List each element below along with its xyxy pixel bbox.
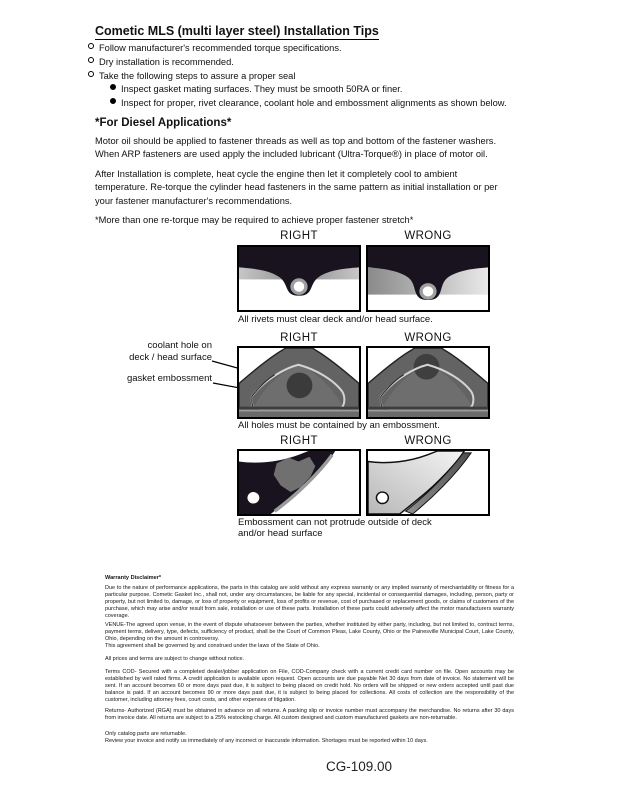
- legal-text: Only catalog parts are returnable.: [105, 731, 187, 737]
- callout-text: gasket embossment: [126, 373, 212, 384]
- callout-coolant-label: [100, 340, 212, 363]
- open-bullet-icon: [88, 57, 94, 63]
- embossment-wrong-illustration: [368, 348, 488, 417]
- rivet-wrong-illustration: [368, 247, 488, 310]
- diesel-paragraph-oil: Motor oil should be applied to fastener threads as well as top and bottom of the fastener washers. When ARP fasteners are used apply the included lubricant (Ultra-Torque®) in place of motor oil.: [95, 136, 497, 160]
- wrong-column-label: WRONG: [404, 230, 452, 242]
- protrude-wrong-diagram: [366, 449, 490, 516]
- callout-gasket-label: [100, 373, 212, 385]
- open-bullet-icon: [88, 43, 94, 49]
- embossment-wrong-diagram: [366, 346, 490, 419]
- wrong-column-label: WRONG: [404, 332, 452, 344]
- embossment-right-diagram: [237, 346, 361, 419]
- callout-text: deck / head surface: [129, 351, 212, 363]
- right-column-label: RIGHT: [280, 435, 318, 447]
- right-column-label: RIGHT: [280, 332, 318, 344]
- callout-text: coolant hole on: [147, 340, 212, 351]
- protrude-right-illustration: [239, 451, 359, 514]
- rivet-wrong-diagram: [366, 245, 490, 312]
- wrong-column-label: WRONG: [404, 435, 452, 447]
- rivet-caption: All rivets must clear deck and/or head surface.: [238, 314, 433, 325]
- retorque-note: *More than one re-torque may be required to achieve proper fastener stretch*: [95, 215, 414, 225]
- rivet-right-illustration: [239, 247, 359, 310]
- diesel-heading: *For Diesel Applications*: [95, 117, 232, 129]
- embossment-right-illustration: [239, 348, 359, 417]
- doc-code: CG-109.00: [326, 759, 393, 774]
- bullet-item: [88, 70, 568, 84]
- protrude-wrong-illustration: [368, 451, 488, 514]
- legal-paragraph-terms: Terms COD- Secured with a completed dealer/jobber application on File, COD-Company check with a current credit card number on file. Open accounts may be established by well rated firms. A credit application is available upon request. Open accounts are due payable Net 30 days from date of invoice. No statement will be sent. If an account becomes 60 or more days past due, it is subject to being placed on credit hold. No orders will be shipped or new orders accepted until past due balance is paid. If an account becomes 90 or more days past due, it is subject to being placed for collections. All costs of collection are the responsibility of the customer, including attorney fees, court costs, and other expenses of litigation.: [105, 669, 514, 704]
- diesel-paragraph-retorque: After Installation is complete, heat cycle the engine then let it completely cool to ambient temperature. Re-torque the cylinder head fasteners in the same pattern as initial installation or per your fastener manufacturer's recommendations.: [95, 169, 498, 206]
- legal-text: This agreement shall be governed by and construed under the laws of the State of Ohio.: [105, 643, 320, 650]
- holes-caption: All holes must be contained by an embossment.: [238, 420, 440, 431]
- bullet-item: [88, 56, 568, 70]
- legal-paragraph-venue: [105, 622, 514, 650]
- page-title: [95, 24, 379, 40]
- tips-list: [88, 42, 568, 111]
- legal-paragraph-returns: Returns- Authorized (RGA) must be obtained in advance on all returns. A packing slip or invoice number must accompany the merchandise. No returns after 30 days from invoice date. All returns are subject to a 25% restocking charge. All custom designed and custom manufactured gaskets are non-returnable.: [105, 708, 514, 722]
- right-column-label: RIGHT: [280, 230, 318, 242]
- bullet-text: Follow manufacturer's recommended torque specifications.: [99, 43, 342, 53]
- legal-paragraph-catalog: [105, 731, 514, 745]
- protrude-right-diagram: [237, 449, 361, 516]
- sub-bullet-item: [110, 83, 568, 97]
- bullet-text: Dry installation is recommended.: [99, 56, 234, 67]
- bullet-item: [88, 42, 568, 56]
- legal-text: VENUE-The agreed upon venue, in the event of dispute whatsoever between the parties, whether instituted by either party, including, but not limited to, contract terms, payment terms, delivery, type, defects, sufficiency of product, shall be the Court of Common Pleas, Lake County, Ohio or the Painesville Municipal Court, Lake County, Ohio, depending on the amount in controversy.: [105, 622, 514, 643]
- sub-bullet-item: [110, 97, 568, 111]
- legal-heading: Warranty Disclaimer*: [105, 575, 162, 581]
- bullet-text: Inspect for proper, rivet clearance, coolant hole and embossment alignments as shown below.: [121, 98, 507, 109]
- protrude-caption: Embossment can not protrude outside of deck and/or head surface: [238, 517, 432, 539]
- bullet-text: Take the following steps to assure a proper seal: [99, 70, 296, 81]
- legal-paragraph-warranty: Due to the nature of performance applications, the parts in this catalog are sold without any express warranty or any implied warranty of merchantability or fitness for a particular purpose. Cometic Gasket Inc., shall not, under any circumstances, be liable for any special, incidental or consequential damages, including, person, party or property, but not limited to, damage, or loss of property or equipment, loss of profits or revenue, cost of purchased or replacement goods, or claims of customers of the purchase, which may arise and/or result from sale, installation or use of these parts. Installation of these parts could adversely affect the motor manufacturers warranty coverage.: [105, 585, 514, 620]
- open-bullet-icon: [88, 71, 94, 77]
- legal-text: Review your invoice and notify us immediately of any incorrect or inaccurate information. Shortages must be reported within 10 days.: [105, 738, 428, 745]
- legal-paragraph-prices: All prices and terms are subject to change without notice.: [105, 656, 245, 662]
- filled-bullet-icon: [110, 98, 116, 104]
- bullet-text: Inspect gasket mating surfaces. They must be smooth 50RA or finer.: [121, 84, 403, 95]
- page-title-text: Cometic MLS (multi layer steel) Installation Tips: [95, 24, 379, 38]
- filled-bullet-icon: [110, 84, 116, 90]
- rivet-right-diagram: [237, 245, 361, 312]
